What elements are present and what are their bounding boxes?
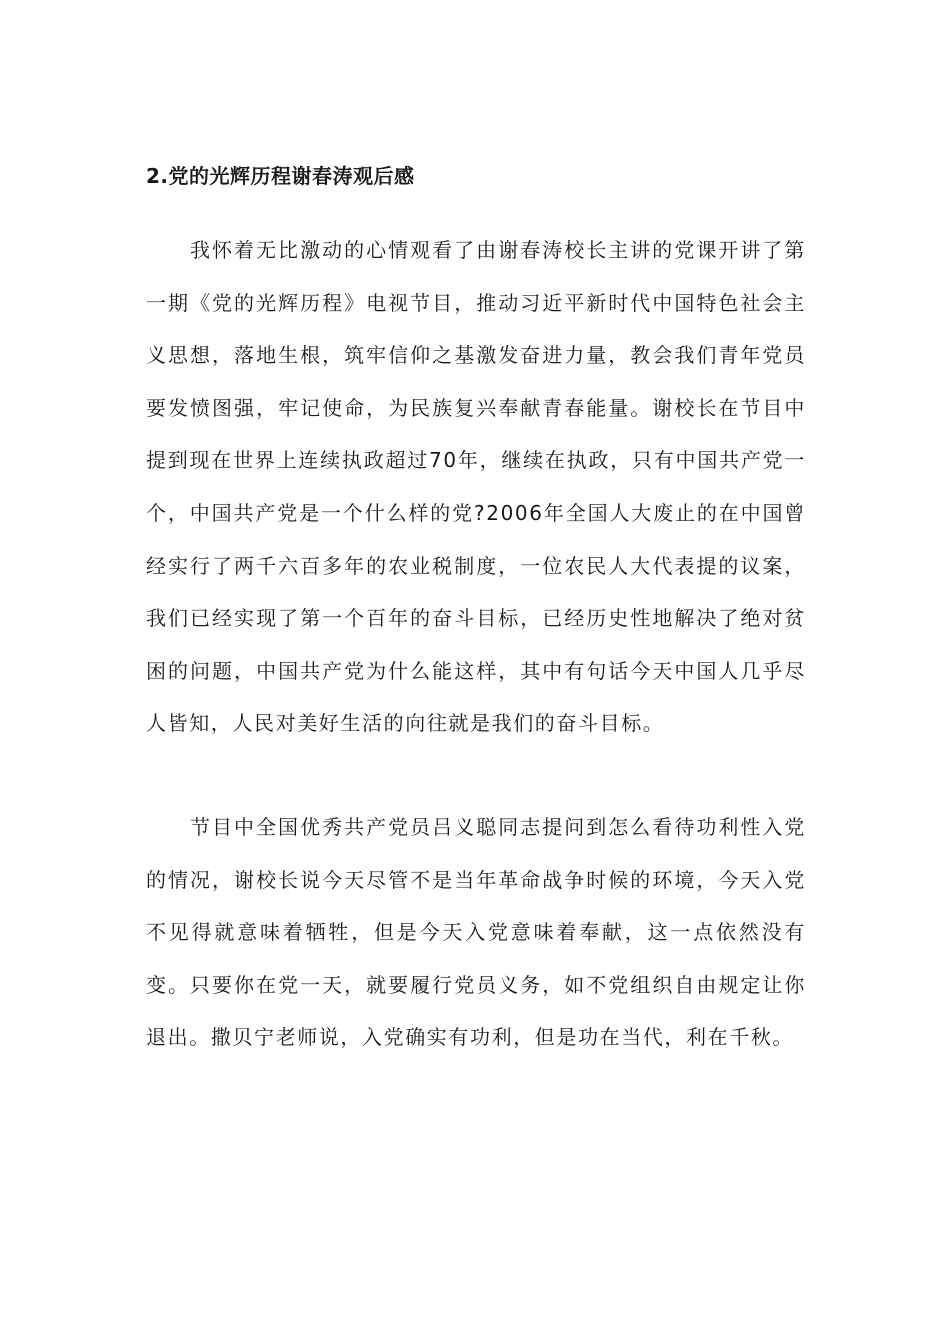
body-paragraph-2: 节目中全国优秀共产党员吕义聪同志提问到怎么看待功利性入党的情况，谢校长说今天尽管不是当年革命战争时候的环境，今天入党不见得就意味着牺牲，但是今天入党意味着奉献，这一点依然没有变。只要你在党一天，就要履行党员义务，如不党组织自由规定让你退出。撒贝宁老师说，入党确实有功利，但是功在当代，利在千秋。 — [146, 815, 806, 1050]
body-paragraph-1: 我怀着无比激动的心情观看了由谢春涛校长主讲的党课开讲了第一期《党的光辉历程》电视节目，推动习近平新时代中国特色社会主义思想，落地生根，筑牢信仰之基激发奋进力量，教会我们青年党员要发愤图强，牢记使命，为民族复兴奉献青春能量。谢校长在节目中提到现在世界上连续执政超过70年，继续在执政，只有中国共产党一个，中国共产党是一个什么样的党?2006年全国人大废止的在中国曾经实行了两千六百多年的农业税制度，一位农民人大代表提的议案，我们已经实现了第一个百年的奋斗目标，已经历史性地解决了绝对贫困的问题，中国共产党为什么能这样，其中有句话今天中国人几乎尽人皆知，人民对美好生活的向往就是我们的奋斗目标。 — [146, 238, 806, 736]
document-heading: 2.党的光辉历程谢春涛观后感 — [146, 164, 415, 188]
